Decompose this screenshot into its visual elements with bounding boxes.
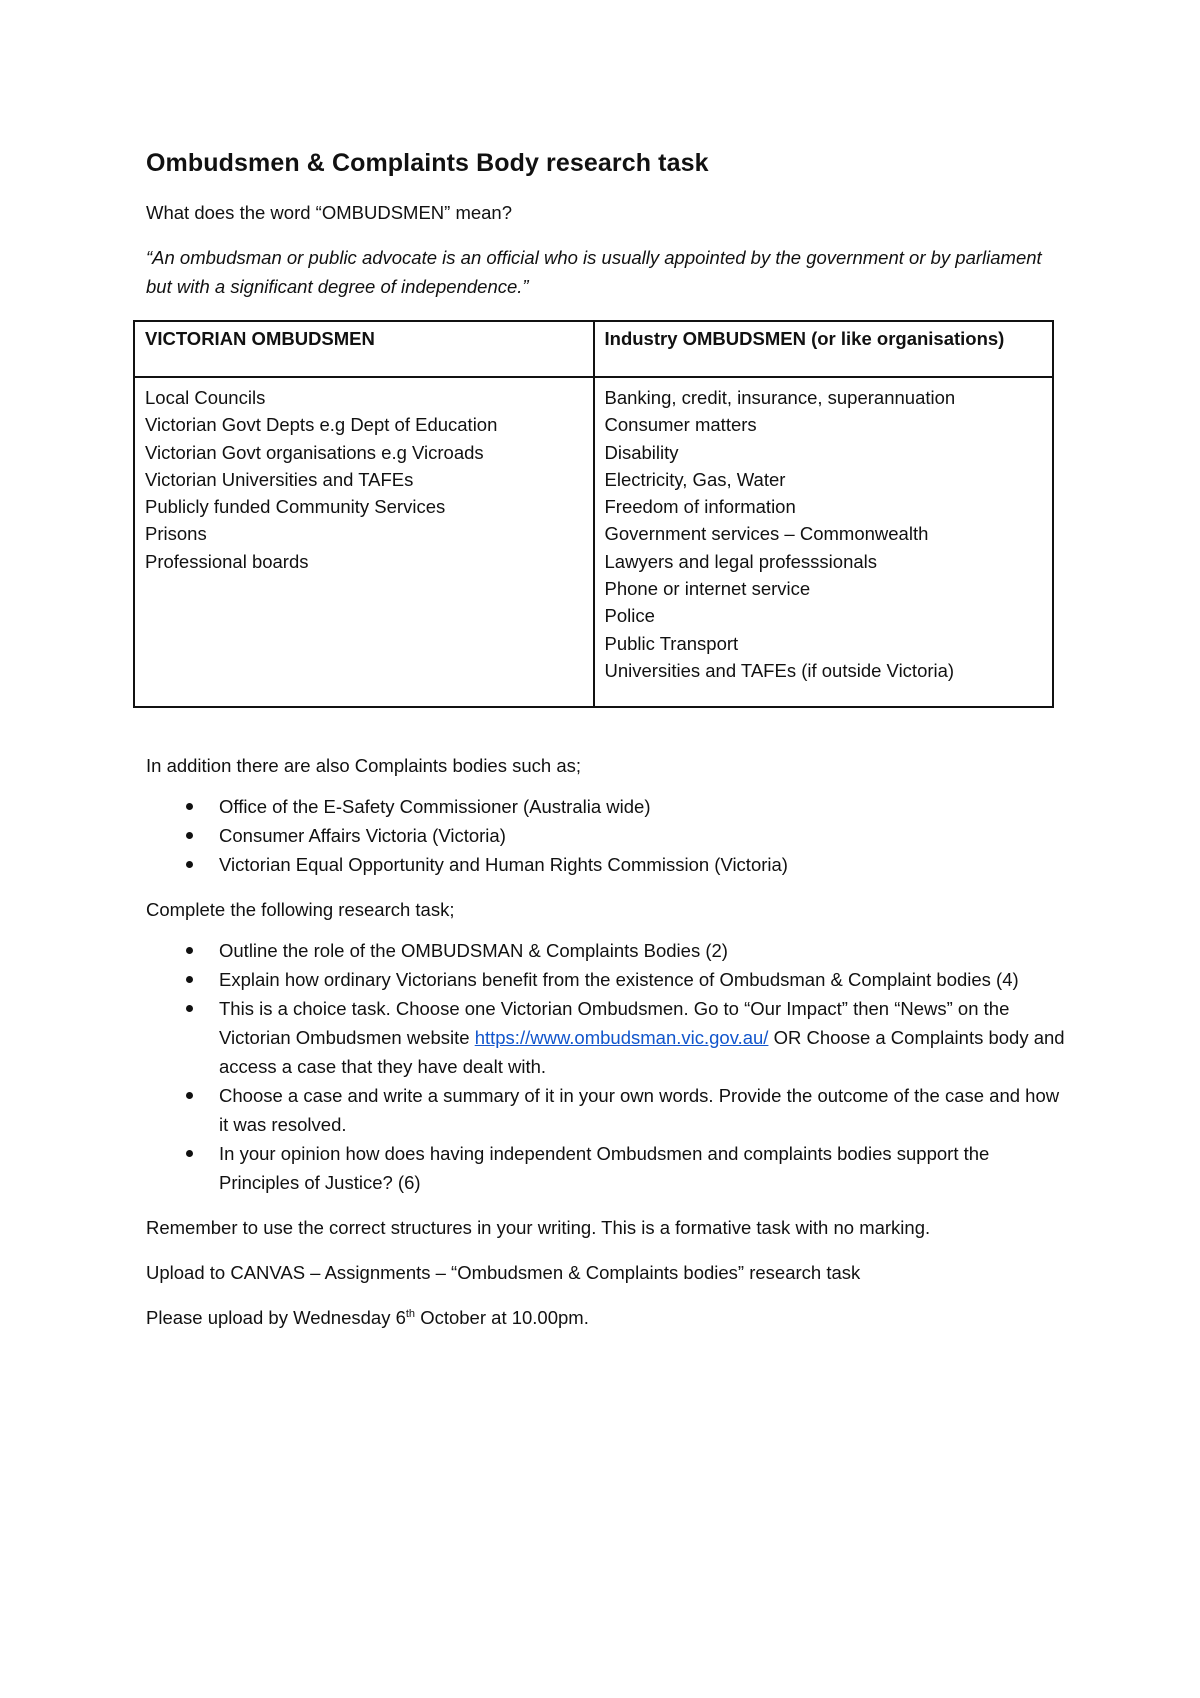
table-header-row xyxy=(134,321,1053,377)
victorian-ombudsmen-list xyxy=(134,377,594,707)
definition-quote: “An ombudsman or public advocate is an official who is usually appointed by the government or by parliament but with a significant degree of independence.” xyxy=(146,247,1042,297)
deadline-after: October at 10.00pm. xyxy=(415,1307,589,1328)
task-choice-text-before: This is a choice task. Choose one Victorian Ombudsmen. Go to “Our Impact” then “News” on the Victorian Ombudsmen website xyxy=(219,998,1010,1048)
header-victorian-ombudsmen: VICTORIAN OMBUDSMEN xyxy=(134,321,594,377)
list-item: Prisons xyxy=(145,523,207,545)
list-item: Victorian Govt organisations e.g Vicroads xyxy=(145,441,484,463)
list-item: Universities and TAFEs (if outside Victoria) xyxy=(604,659,955,681)
definition-question: What does the word “OMBUDSMEN” mean? xyxy=(146,202,513,223)
list-item: Disability xyxy=(604,441,679,463)
deadline-text xyxy=(146,1303,1066,1332)
list-item: Consumer Affairs Victoria (Victoria) xyxy=(146,821,1066,850)
upload-instructions: Upload to CANVAS – Assignments – “Ombudsmen & Complaints bodies” research task xyxy=(146,1262,861,1283)
list-item: Police xyxy=(604,605,655,627)
header-industry-ombudsmen: Industry OMBUDSMEN (or like organisations) xyxy=(594,321,1054,377)
list-item: Phone or internet service xyxy=(604,578,811,600)
deadline-before: Please upload by Wednesday 6 xyxy=(146,1307,406,1328)
ombudsmen-table xyxy=(133,320,1054,708)
list-item: Government services – Commonwealth xyxy=(604,523,929,545)
list-item: Local Councils xyxy=(145,387,266,408)
list-item: Freedom of information xyxy=(604,496,796,518)
document-body xyxy=(146,751,1066,1332)
list-item: Publicly funded Community Services xyxy=(145,496,446,518)
complaints-bodies-list xyxy=(146,792,1066,879)
task-item-benefit: Explain how ordinary Victorians benefit from the existence of Ombudsman & Complaint bodies (4) xyxy=(146,965,1066,994)
task-choice-text-after: OR Choose a Complaints body and access a case that they have dealt with. xyxy=(219,1027,1065,1077)
task-intro: Complete the following research task; xyxy=(146,899,455,920)
table-row xyxy=(134,377,1053,707)
list-item: Banking, credit, insurance, superannuation xyxy=(604,387,956,408)
ombudsman-website-link[interactable]: https://www.ombudsman.vic.gov.au/ xyxy=(474,1027,769,1048)
task-item-choice xyxy=(146,994,1066,1081)
list-item: Lawyers and legal professsionals xyxy=(604,550,878,572)
list-item: Office of the E-Safety Commissioner (Australia wide) xyxy=(146,792,1066,821)
task-item-role: Outline the role of the OMBUDSMAN & Complaints Bodies (2) xyxy=(146,936,1066,965)
document-header xyxy=(146,148,1066,301)
list-item: Consumer matters xyxy=(604,414,757,436)
list-item: Electricity, Gas, Water xyxy=(604,468,786,490)
list-item: Victorian Equal Opportunity and Human Rights Commission (Victoria) xyxy=(146,850,1066,879)
complaints-intro: In addition there are also Complaints bodies such as; xyxy=(146,755,582,776)
list-item: Professional boards xyxy=(145,550,309,572)
page-title: Ombudsmen & Complaints Body research task xyxy=(146,149,709,177)
research-task-list xyxy=(146,936,1066,1197)
list-item: Victorian Govt Depts e.g Dept of Education xyxy=(145,414,498,436)
task-item-summary: Choose a case and write a summary of it in your own words. Provide the outcome of the case and how it was resolved. xyxy=(146,1081,1066,1139)
task-item-opinion: In your opinion how does having independent Ombudsmen and complaints bodies support the Principles of Justice? (6) xyxy=(146,1139,1066,1197)
list-item: Victorian Universities and TAFEs xyxy=(145,468,414,490)
list-item: Public Transport xyxy=(604,632,739,654)
industry-ombudsmen-list xyxy=(594,377,1054,707)
deadline-superscript: th xyxy=(405,1307,416,1320)
reminder-text: Remember to use the correct structures in your writing. This is a formative task with no marking. xyxy=(146,1217,931,1238)
